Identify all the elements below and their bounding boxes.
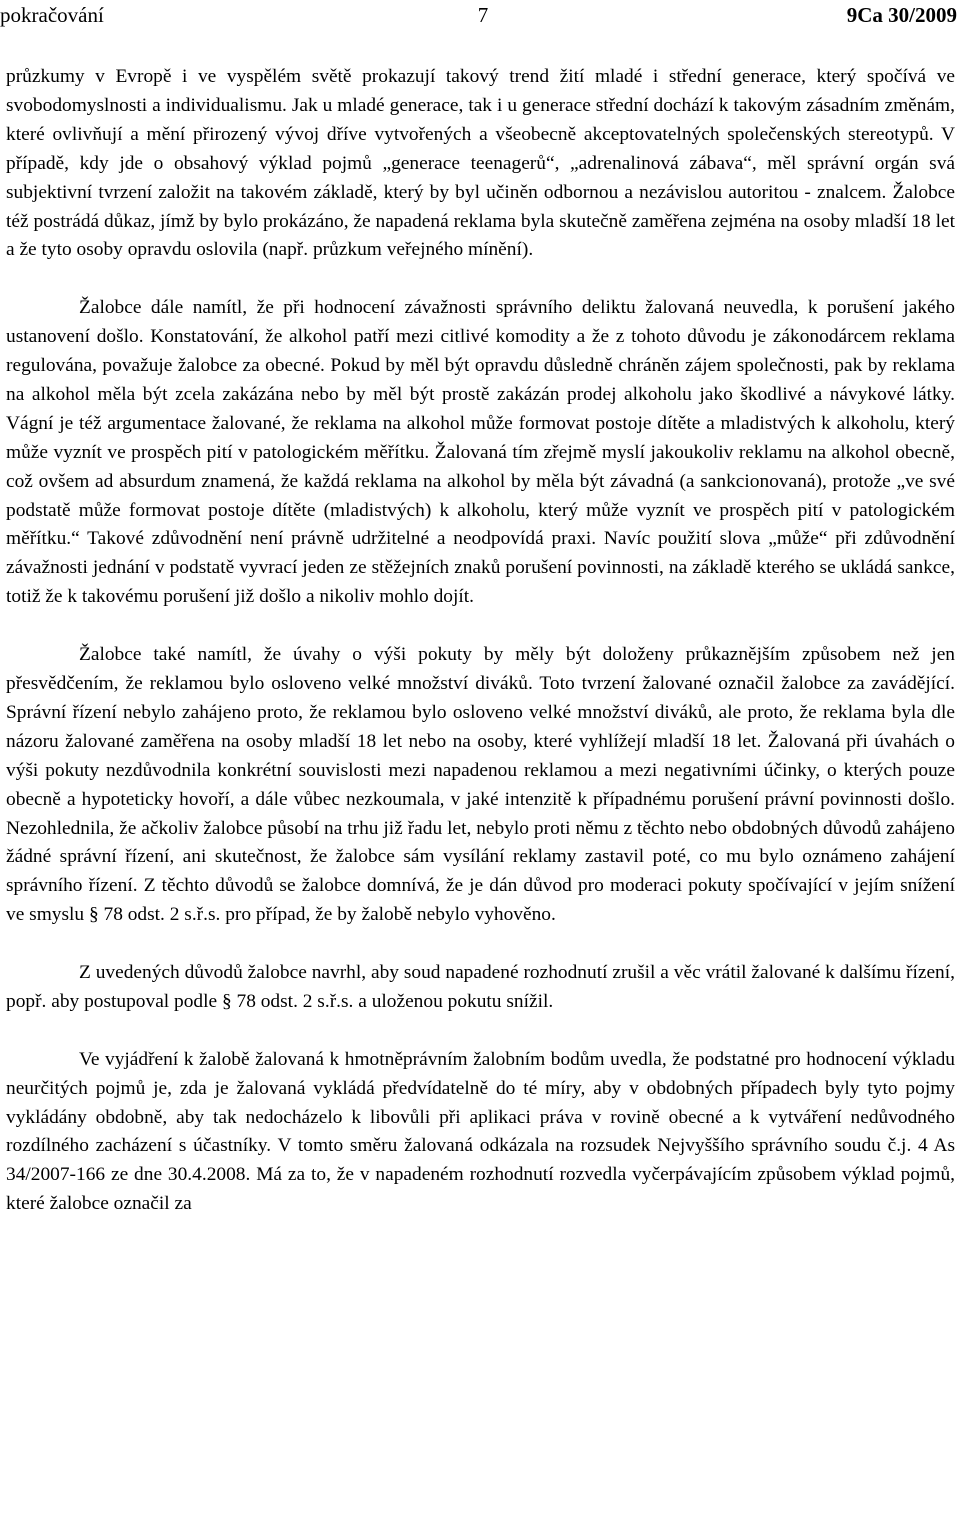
- paragraph-4: Z uvedených důvodů žalobce navrhl, aby soud napadené rozhodnutí zrušil a věc vrátil žalované k dalšímu řízení, popř. aby postupoval podle § 78 odst. 2 s.ř.s. a uloženou pokutu snížil.: [6, 962, 955, 1012]
- document-body: [6, 63, 955, 1219]
- page-header: [0, 0, 960, 34]
- paragraph-1: průzkumy v Evropě i ve vyspělém světě prokazují takový trend žití mladé i střední generace, který spočívá ve svobodomyslnosti a individualismu. Jak u mladé generace, tak i u generace střední dochází k takovým zásadním změnám, které ovlivňují a mění přirozený vývoj dříve vytvořených a všeobecně akceptovatelných společenských stereotypů. V případě, kdy jde o obsahový výklad pojmů „generace teenagerů“, „adrenalinová zábava“, měl správní orgán svá subjektivní tvrzení založit na takovém základě, který by byl učiněn odbornou a nezávislou autoritou - znalcem. Žalobce též postrádá důkaz, jímž by bylo prokázáno, že napadená reklama byla skutečně zaměřena zejména na osoby mladší 18 let a že tyto osoby opravdu oslovila (např. průzkum veřejného mínění).: [6, 66, 955, 261]
- paragraph-2: Žalobce dále namítl, že při hodnocení závažnosti správního deliktu žalovaná neuvedla, k porušení jakého ustanovení došlo. Konstatování, že alkohol patří mezi citlivé komodity a že z tohoto důvodu je zákonodárcem reklama regulována, považuje žalobce za obecné. Pokud by měl být opravdu důsledně chráněn zájem společnosti, pak by reklama na alkohol měla být zcela zakázána nebo by měl být prostě zakázán prodej alkoholu jako škodlivé a návykové látky. Vágní je též argumentace žalované, že reklama na alkohol může formovat postoje dítěte a mladistvých k alkoholu, který může vyznít ve prospěch pití v patologickém měřítku. Žalovaná tím zřejmě myslí jakoukoliv reklamu na alkohol obecně, což ovšem ad absurdum znamená, že každá reklama na alkohol by měla být závadná (a sankcionovaná), protože „ve své podstatě může formovat postoje dítěte (mladistvých) k alkoholu, který může vyznít ve prospěch pití v patologickém měřítku.“ Takové zdůvodnění není právně udržitelné a neodpovídá praxi. Navíc použití slova „může“ při zdůvodnění závažnosti jednání v podstatě vyvrací jeden ze stěžejních znaků porušení povinnosti, na základě kterého se ukládá sankce, totiž že k takovému porušení již došlo a nikoliv mohlo dojít.: [6, 297, 955, 608]
- case-number: 9Ca 30/2009: [846, 3, 957, 27]
- paragraph-3: Žalobce také namítl, že úvahy o výši pokuty by měly být doloženy průkaznějším způsobem než jen přesvědčením, že reklamou bylo osloveno velké množství diváků. Toto tvrzení žalované označil žalobce za zavádějící. Správní řízení nebylo zahájeno proto, že reklamou bylo osloveno velké množství diváků, ale proto, že reklama byla dle názoru žalované zaměřena na osoby mladší 18 let nebo na osoby, které vyhlížejí mladší 18 let. Žalovaná při úvahách o výši pokuty nezdůvodnila konkrétní souvislosti mezi napadenou reklamou a mezi negativními účinky, o kterých pouze obecně a hypoteticky hovoří, a dále vůbec nezkoumala, v jaké intenzitě k případnému porušení právní povinnosti došlo. Nezohlednila, že ačkoliv žalobce působí na trhu již řadu let, nebylo proti němu z těchto nebo obdobných důvodů zahájeno žádné správní řízení, ani skutečnost, že žalobce sám vysílání reklamy zastavil poté, co mu bylo oznámeno zahájení správního řízení. Z těchto důvodů se žalobce domnívá, že je dán důvod pro moderaci pokuty spočívající v jejím snížení ve smyslu § 78 odst. 2 s.ř.s. pro případ, že by žalobě nebylo vyhověno.: [6, 644, 955, 926]
- header-continuation-label: pokračování: [0, 3, 104, 27]
- paragraph-5: Ve vyjádření k žalobě žalovaná k hmotněprávním žalobním bodům uvedla, že podstatné pro hodnocení výkladu neurčitých pojmů je, zda je žalovaná vykládá předvídatelně do té míry, aby v obdobných případech byly tyto pojmy vykládány obdobně, aby tak nedocházelo k libovůli při aplikaci práva v rovině obecné a k vytváření nedůvodného rozdílného zacházení s účastníky. V tomto směru žalovaná odkázala na rozsudek Nejvyššího správního soudu č.j. 4 As 34/2007-166 ze dne 30.4.2008. Má za to, že v napadeném rozhodnutí rozvedla vyčerpávajícím způsobem výklad pojmů, které žalobce označil za: [6, 1048, 955, 1215]
- page-number: 7: [477, 3, 489, 27]
